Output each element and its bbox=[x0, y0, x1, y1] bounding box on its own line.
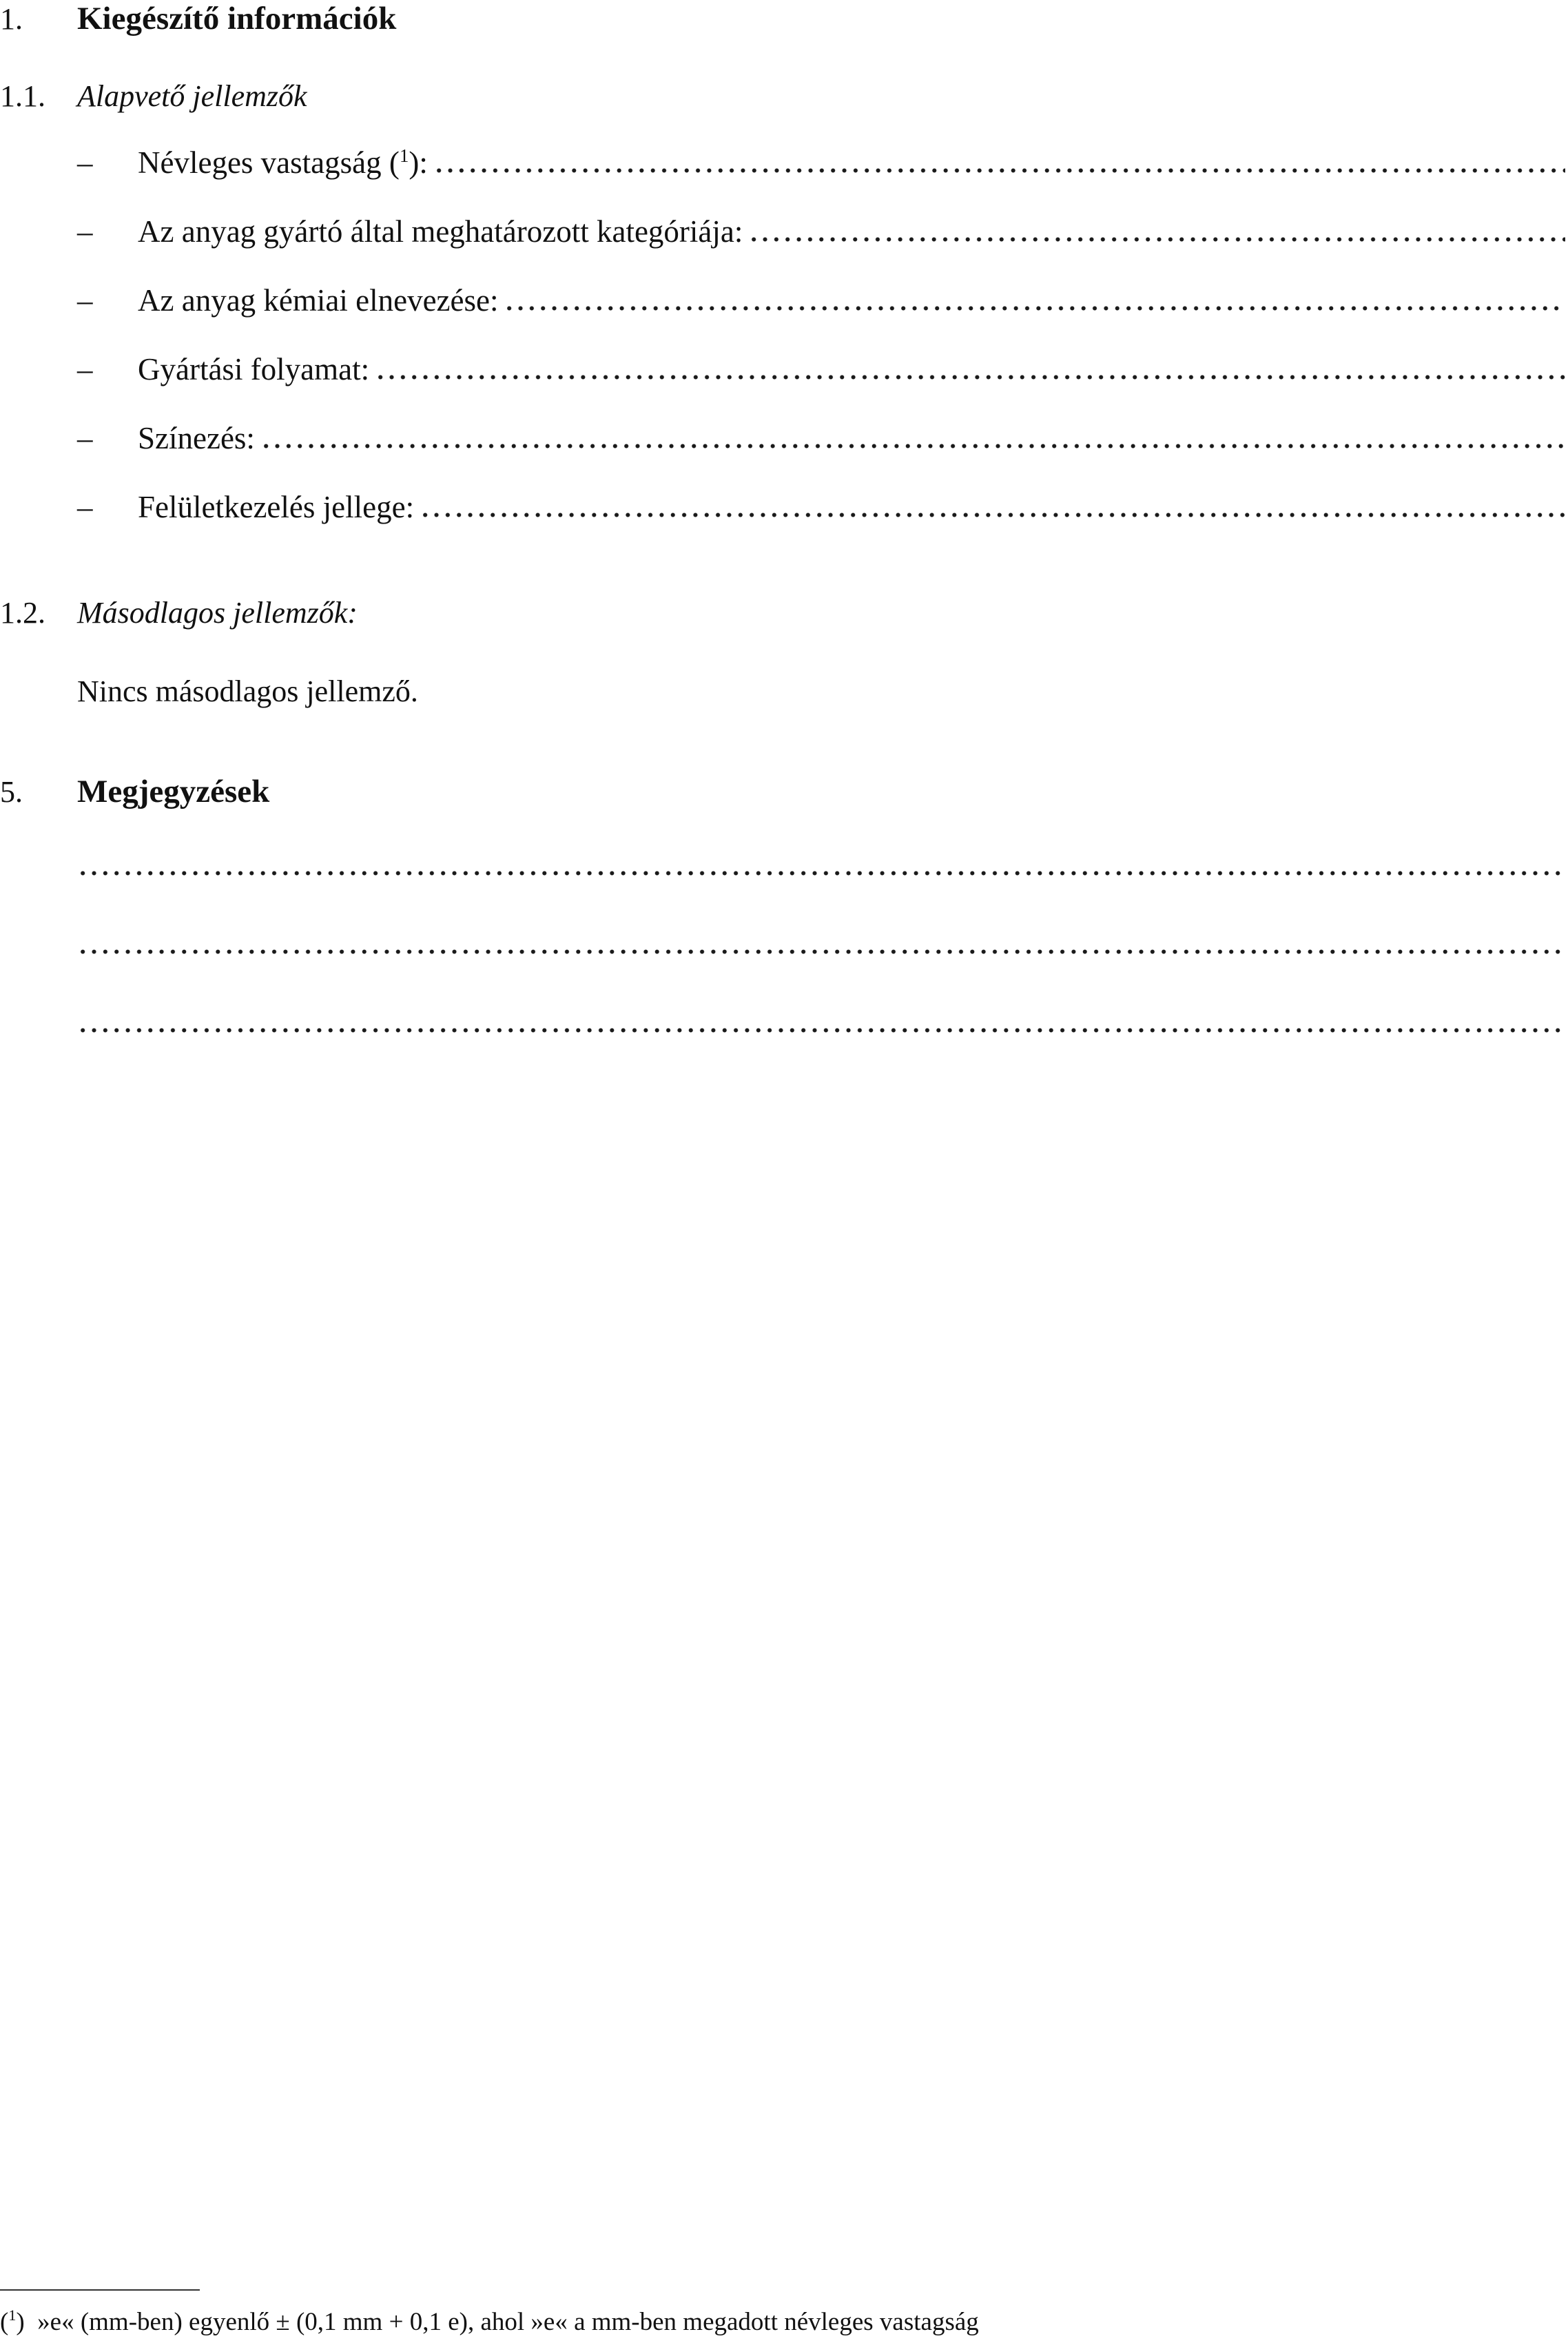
fill-in-dotted-line[interactable] bbox=[420, 513, 1565, 517]
notes-dotted-line[interactable] bbox=[77, 871, 1565, 876]
field-label-material-category: Az anyag gyártó által meghatározott kategóriája: bbox=[138, 214, 743, 249]
list-dash: – bbox=[77, 283, 93, 318]
fill-in-dotted-line[interactable] bbox=[260, 444, 1565, 448]
section-1-number: 1. bbox=[0, 2, 23, 36]
field-label-nominal-thickness: Névleges vastagság ($^1$): bbox=[138, 145, 428, 180]
section-1-2-number: 1.2. bbox=[0, 596, 45, 630]
section-1-1-title: Alapvető jellemzők bbox=[77, 79, 307, 113]
section-1-2-text: Nincs másodlagos jellemző. bbox=[77, 674, 418, 708]
section-1-1-number: 1.1. bbox=[0, 79, 45, 113]
field-label-coloring: Színezés: bbox=[138, 421, 255, 455]
field-label-chemical-name: Az anyag kémiai elnevezése: bbox=[138, 283, 499, 318]
field-row-manufacturing-process bbox=[77, 354, 1565, 398]
field-row-material-category bbox=[77, 216, 1565, 260]
footnote-reference[interactable]: 1 bbox=[399, 145, 409, 166]
fill-in-dotted-line[interactable] bbox=[433, 168, 1565, 173]
list-dash: – bbox=[77, 352, 93, 386]
list-dash: – bbox=[77, 145, 93, 180]
footnote-number: 1 bbox=[8, 2306, 17, 2324]
list-dash: – bbox=[77, 490, 93, 524]
field-label-manufacturing-process: Gyártási folyamat: bbox=[138, 352, 370, 386]
notes-dotted-line[interactable] bbox=[77, 949, 1565, 954]
section-5-number: 5. bbox=[0, 775, 23, 809]
section-1-2-title: Másodlagos jellemzők: bbox=[77, 596, 358, 630]
footnote-text: »e« (mm-ben) egyenlő ± (0,1 mm + 0,1 e), ahol »e« a mm-ben megadott névleges vastagság bbox=[37, 2308, 979, 2336]
fill-in-dotted-line[interactable] bbox=[375, 375, 1565, 380]
section-5-title: Megjegyzések bbox=[77, 774, 270, 809]
footnote-separator bbox=[0, 2289, 200, 2291]
fill-in-dotted-line[interactable] bbox=[504, 306, 1565, 311]
section-1-title: Kiegészítő információk bbox=[77, 1, 397, 37]
list-dash: – bbox=[77, 421, 93, 455]
fill-in-dotted-line[interactable] bbox=[748, 237, 1565, 242]
notes-dotted-line[interactable] bbox=[77, 1028, 1565, 1033]
field-row-coloring bbox=[77, 423, 1565, 467]
footnote: ($^1$) »e« (mm-ben) egyenlő ± (0,1 mm + 0,1 e), ahol »e« a mm-ben megadott névleges vastagság bbox=[0, 2306, 979, 2336]
field-row-chemical-name bbox=[77, 285, 1565, 329]
field-label-surface-treatment: Felületkezelés jellege: bbox=[138, 490, 415, 524]
field-row-surface-treatment bbox=[77, 492, 1565, 536]
field-row-nominal-thickness bbox=[77, 147, 1565, 192]
list-dash: – bbox=[77, 214, 93, 249]
